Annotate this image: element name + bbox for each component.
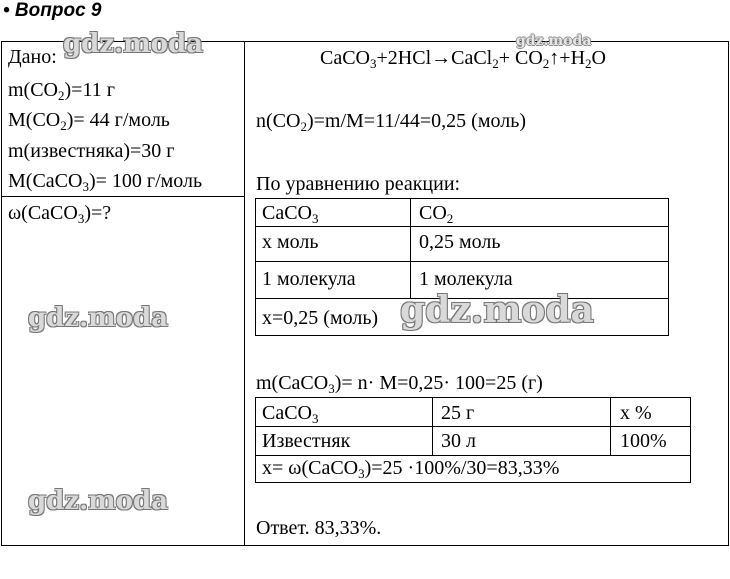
table1-header-caco3: CaCO$_3$ <box>262 202 319 226</box>
given-find-divider <box>1 196 245 197</box>
answer-line: Ответ. 83,33%. <box>256 517 382 539</box>
table1-cell-x-mol: x моль <box>262 231 319 253</box>
outer-bottom-border <box>1 545 729 546</box>
table2-result: x= ω(CaCO$_3$)=25 ·100%/30=83,33% <box>262 457 560 481</box>
table2-cell-limestone: Известняк <box>262 430 351 452</box>
table2-cell-100-percent: 100% <box>620 430 667 452</box>
find-mass-fraction: ω(CaCO$_3$)=? <box>8 202 112 226</box>
mass-caco3-line: m(CaCO$_3$)= n· M=0,25· 100=25 (г) <box>256 372 543 396</box>
given-molar-mass-co2: $M(CO_2)= 44$ г/моль <box>8 109 170 133</box>
watermark-top-right: gdz.moda <box>516 33 592 49</box>
table1-result: x=0,25 (моль) <box>262 307 379 329</box>
table1-header-co2: $CO_2$ <box>419 202 454 226</box>
table2-cell-x-percent: x % <box>620 402 652 424</box>
given-molar-mass-caco3: M(CaCO$_3$)= 100 г/моль <box>8 170 203 194</box>
watermark-bottom-left: gdz.moda <box>28 486 169 516</box>
column-divider <box>244 41 245 546</box>
outer-left-border <box>1 41 2 546</box>
table2-cell-caco3: CaCO$_3$ <box>262 402 319 426</box>
watermark-center: gdz.moda <box>400 289 594 331</box>
reaction-equation: CaCO$_3$+2HCl→CaCl$_2$+ $CO_2↑+H_2O$ <box>320 47 606 71</box>
table2-cell-30: 30 л <box>441 430 476 452</box>
moles-co2-line: $n(CO_2)=m/M=11/44=0,25$ (моль) <box>256 110 526 134</box>
watermark-top-left: gdz.moda <box>63 29 204 59</box>
given-mass-limestone: m(известняка)=30 г <box>8 140 175 162</box>
watermark-middle-left: gdz.moda <box>28 303 169 333</box>
table1-cell-molecule-1: 1 молекула <box>262 268 356 290</box>
outer-right-border <box>728 41 729 546</box>
given-title: Дано: <box>8 46 57 68</box>
by-equation-label: По уравнению реакции: <box>256 173 461 195</box>
given-mass-co2: $m(CO_2)=11$ г <box>8 79 115 103</box>
table2-cell-25g: 25 г <box>441 402 475 424</box>
question-heading: • Вопрос 9 <box>3 0 102 21</box>
table1-cell-025-mol: 0,25 моль <box>419 231 501 253</box>
table1-cell-molecule-2: 1 молекула <box>419 268 513 290</box>
